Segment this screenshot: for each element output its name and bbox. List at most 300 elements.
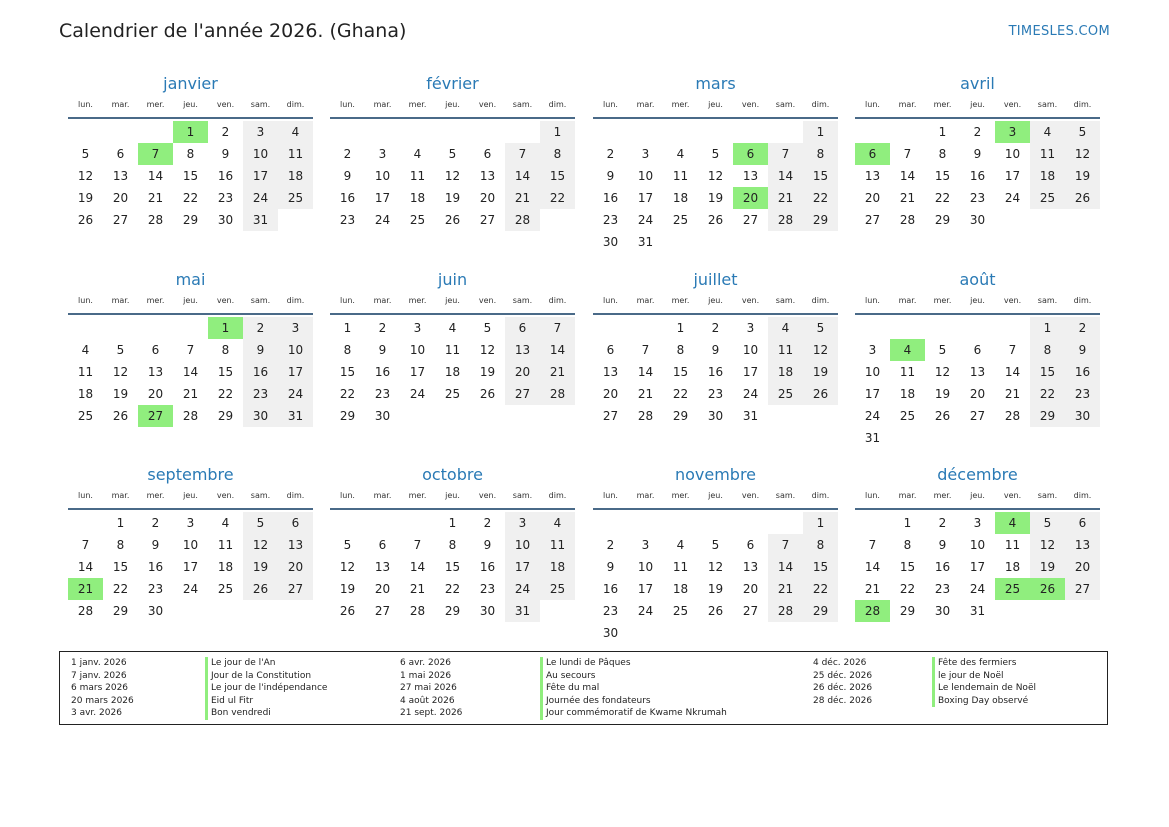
day-cell: 20 (864, 191, 881, 205)
weekday-header (855, 294, 1100, 308)
day-cell: 17 (742, 365, 759, 379)
week-row (68, 121, 313, 143)
day-cell: 14 (409, 560, 426, 574)
day-cell: 12 (934, 365, 951, 379)
day-cell: 1 (803, 512, 838, 534)
day-cell: 20 (969, 387, 986, 401)
day-cell: 15 (112, 560, 129, 574)
day-cell: 20 (505, 361, 540, 383)
day-cell: 18 (444, 365, 461, 379)
holiday-name: Le lundi de Pâques (540, 657, 631, 670)
day-cell: 6 (1065, 512, 1100, 534)
week-row (593, 578, 838, 600)
day-cell: 22 (540, 187, 575, 209)
day-cell: 28 (637, 409, 654, 423)
day-cell: 4 (413, 147, 422, 161)
legend-entry (60, 682, 1100, 695)
day-cell: 4 (278, 121, 313, 143)
day-cell: 9 (378, 343, 387, 357)
week-row (330, 339, 575, 361)
week-row (855, 534, 1100, 556)
day-cell: 27 (742, 213, 759, 227)
day-cell: 14 (637, 365, 654, 379)
weekday-label: sam. (1037, 296, 1058, 305)
day-cell: 4 (676, 538, 685, 552)
day-cell: 22 (112, 582, 129, 596)
day-cell: 12 (479, 343, 496, 357)
day-cell: 27 (505, 383, 540, 405)
day-cell: 21 (768, 578, 803, 600)
month-3 (593, 73, 838, 253)
empty-cell (663, 231, 698, 253)
day-cell: 28 (409, 604, 426, 618)
week-row (855, 383, 1100, 405)
day-cell: 1 (1030, 317, 1065, 339)
day-cell: 10 (409, 343, 426, 357)
day-cell: 21 (1004, 387, 1021, 401)
month-name: octobre (422, 465, 483, 484)
weekday-label: mar. (373, 296, 392, 305)
weekday-label: ven. (741, 296, 760, 305)
day-cell: 22 (899, 582, 916, 596)
month-1 (68, 73, 313, 231)
day-cell: 5 (711, 538, 720, 552)
weekday-label: dim. (811, 296, 830, 305)
weekday-label: lun. (340, 100, 355, 109)
day-cell: 12 (112, 365, 129, 379)
day-cell: 14 (768, 165, 803, 187)
day-cell: 1 (116, 516, 125, 530)
week-row (330, 143, 575, 165)
month-rule (330, 508, 575, 510)
empty-cell (330, 121, 365, 143)
day-cell: 24 (637, 604, 654, 618)
empty-cell (890, 427, 925, 449)
day-cell: 16 (217, 169, 234, 183)
month-rule (855, 508, 1100, 510)
week-row (330, 405, 575, 427)
week-row (593, 405, 838, 427)
empty-cell (593, 121, 628, 143)
day-cell: 29 (182, 213, 199, 227)
month-rule (855, 313, 1100, 315)
week-row (68, 405, 313, 427)
day-cell: 4 (890, 339, 925, 361)
day-cell: 17 (243, 165, 278, 187)
day-cell: 4 (676, 147, 685, 161)
day-cell: 13 (278, 534, 313, 556)
week-row (593, 231, 838, 253)
empty-cell (698, 622, 733, 644)
empty-cell (995, 209, 1030, 231)
day-cell: 11 (217, 538, 234, 552)
weekday-label: ven. (216, 100, 235, 109)
empty-cell (1065, 600, 1100, 622)
month-days (855, 512, 1100, 622)
brand-link[interactable]: TIMESLES.COM (1008, 24, 1110, 39)
day-cell: 6 (483, 147, 492, 161)
empty-cell (540, 405, 575, 427)
empty-cell (960, 317, 995, 339)
weekday-label: ven. (478, 491, 497, 500)
empty-cell (1030, 209, 1065, 231)
day-cell: 14 (77, 560, 94, 574)
week-row (330, 209, 575, 231)
day-cell: 31 (243, 209, 278, 231)
day-cell: 20 (147, 387, 164, 401)
day-cell: 3 (186, 516, 195, 530)
week-row (855, 405, 1100, 427)
day-cell: 8 (938, 147, 947, 161)
empty-cell (855, 121, 890, 143)
day-cell: 24 (742, 387, 759, 401)
day-cell: 12 (707, 169, 724, 183)
day-cell: 14 (1004, 365, 1021, 379)
day-cell: 16 (479, 560, 496, 574)
day-cell: 23 (969, 191, 986, 205)
week-row (855, 165, 1100, 187)
empty-cell (505, 405, 540, 427)
day-cell: 1 (343, 321, 352, 335)
day-cell: 28 (540, 383, 575, 405)
empty-cell (663, 622, 698, 644)
week-row (855, 187, 1100, 209)
month-10 (330, 464, 575, 622)
empty-cell (400, 512, 435, 534)
day-cell: 15 (444, 560, 461, 574)
day-cell: 19 (707, 191, 724, 205)
holiday-date: 7 janv. 2026 (71, 670, 127, 681)
weekday-label: ven. (1003, 491, 1022, 500)
day-cell: 9 (606, 560, 615, 574)
day-cell: 9 (973, 147, 982, 161)
month-8 (855, 269, 1100, 449)
day-cell: 27 (969, 409, 986, 423)
day-cell: 5 (938, 343, 947, 357)
day-cell: 8 (186, 147, 195, 161)
month-rule (330, 313, 575, 315)
week-row (855, 339, 1100, 361)
weekday-label: dim. (1073, 296, 1092, 305)
day-cell: 2 (243, 317, 278, 339)
empty-cell (628, 121, 663, 143)
day-cell: 23 (243, 383, 278, 405)
weekday-label: lun. (78, 100, 93, 109)
day-cell: 13 (742, 560, 759, 574)
day-cell: 8 (221, 343, 230, 357)
day-cell: 5 (803, 317, 838, 339)
empty-cell (278, 209, 313, 231)
day-cell: 30 (243, 405, 278, 427)
day-cell: 1 (803, 121, 838, 143)
day-cell: 18 (77, 387, 94, 401)
week-row (855, 578, 1100, 600)
week-row (593, 209, 838, 231)
day-cell: 17 (864, 387, 881, 401)
week-row (68, 578, 313, 600)
week-row (593, 534, 838, 556)
day-cell: 29 (672, 409, 689, 423)
weekday-label: sam. (1037, 100, 1058, 109)
holiday-name: Le lendemain de Noël (932, 682, 1036, 695)
day-cell: 6 (505, 317, 540, 339)
day-cell: 8 (676, 343, 685, 357)
day-cell: 11 (278, 143, 313, 165)
day-cell: 13 (112, 169, 129, 183)
day-cell: 17 (505, 556, 540, 578)
empty-cell (540, 600, 575, 622)
weekday-label: mer. (408, 491, 427, 500)
empty-cell (593, 317, 628, 339)
day-cell: 7 (903, 147, 912, 161)
day-cell: 23 (479, 582, 496, 596)
day-cell: 9 (243, 339, 278, 361)
day-cell: 31 (278, 405, 313, 427)
month-12 (855, 464, 1100, 622)
day-cell: 18 (409, 191, 426, 205)
day-cell: 2 (973, 125, 982, 139)
day-cell: 25 (995, 578, 1030, 600)
month-days (330, 512, 575, 622)
weekday-label: mar. (898, 296, 917, 305)
day-cell: 25 (77, 409, 94, 423)
day-cell: 18 (1004, 560, 1021, 574)
day-cell: 6 (278, 512, 313, 534)
day-cell: 14 (899, 169, 916, 183)
day-cell: 17 (637, 191, 654, 205)
week-row (68, 317, 313, 339)
weekday-label: mar. (373, 100, 392, 109)
day-cell: 10 (374, 169, 391, 183)
day-cell: 27 (374, 604, 391, 618)
weekday-header (855, 489, 1100, 503)
empty-cell (68, 317, 103, 339)
day-cell: 3 (378, 147, 387, 161)
holiday-name: Jour commémoratif de Kwame Nkrumah (540, 707, 727, 720)
empty-cell (1030, 600, 1065, 622)
day-cell: 2 (343, 147, 352, 161)
week-row (68, 383, 313, 405)
week-row (330, 512, 575, 534)
weekday-label: ven. (216, 491, 235, 500)
day-cell: 7 (186, 343, 195, 357)
day-cell: 24 (969, 582, 986, 596)
day-cell: 26 (1030, 578, 1065, 600)
day-cell: 8 (540, 143, 575, 165)
weekday-label: dim. (811, 491, 830, 500)
weekday-label: dim. (548, 491, 567, 500)
month-days (593, 512, 838, 644)
day-cell: 28 (768, 209, 803, 231)
day-cell: 22 (803, 578, 838, 600)
day-cell: 15 (934, 169, 951, 183)
day-cell: 28 (77, 604, 94, 618)
day-cell: 2 (1065, 317, 1100, 339)
week-row (68, 187, 313, 209)
empty-cell (103, 121, 138, 143)
day-cell: 20 (742, 582, 759, 596)
weekday-label: mer. (146, 296, 165, 305)
week-row (593, 317, 838, 339)
week-row (593, 187, 838, 209)
week-row (593, 383, 838, 405)
weekday-label: mar. (898, 491, 917, 500)
day-cell: 21 (540, 361, 575, 383)
day-cell: 19 (243, 556, 278, 578)
empty-cell (68, 512, 103, 534)
day-cell: 18 (217, 560, 234, 574)
empty-cell (768, 231, 803, 253)
day-cell: 5 (243, 512, 278, 534)
week-row (593, 600, 838, 622)
day-cell: 15 (540, 165, 575, 187)
week-row (593, 165, 838, 187)
week-row (68, 165, 313, 187)
holiday-date: 6 mars 2026 (71, 683, 129, 694)
weekday-label: lun. (340, 491, 355, 500)
week-row (593, 143, 838, 165)
empty-cell (505, 121, 540, 143)
weekday-label: dim. (286, 491, 305, 500)
day-cell: 22 (672, 387, 689, 401)
day-cell: 15 (672, 365, 689, 379)
weekday-label: jeu. (445, 491, 460, 500)
week-row (855, 361, 1100, 383)
empty-cell (995, 600, 1030, 622)
month-rule (68, 117, 313, 119)
day-cell: 14 (768, 556, 803, 578)
day-cell: 21 (637, 387, 654, 401)
week-row (855, 427, 1100, 449)
day-cell: 30 (602, 235, 619, 249)
day-cell: 3 (505, 512, 540, 534)
holiday-date: 1 mai 2026 (400, 670, 452, 681)
day-cell: 2 (483, 516, 492, 530)
day-cell: 30 (969, 213, 986, 227)
day-cell: 15 (1030, 361, 1065, 383)
day-cell: 12 (1030, 534, 1065, 556)
empty-cell (855, 512, 890, 534)
day-cell: 21 (68, 578, 103, 600)
day-cell: 5 (1065, 121, 1100, 143)
weekday-header (330, 294, 575, 308)
month-name: juin (437, 270, 468, 289)
empty-cell (733, 121, 768, 143)
day-cell: 31 (969, 604, 986, 618)
day-cell: 23 (1065, 383, 1100, 405)
month-name: août (959, 270, 996, 289)
empty-cell (278, 600, 313, 622)
day-cell: 25 (899, 409, 916, 423)
day-cell: 14 (182, 365, 199, 379)
day-cell: 30 (374, 409, 391, 423)
weekday-label: jeu. (183, 296, 198, 305)
month-rule (593, 117, 838, 119)
day-cell: 10 (1004, 147, 1021, 161)
day-cell: 16 (1065, 361, 1100, 383)
weekday-label: dim. (1073, 100, 1092, 109)
day-cell: 5 (81, 147, 90, 161)
day-cell: 21 (182, 387, 199, 401)
day-cell: 17 (969, 560, 986, 574)
month-days (330, 121, 575, 231)
week-row (855, 600, 1100, 622)
weekday-header (593, 294, 838, 308)
day-cell: 21 (505, 187, 540, 209)
day-cell: 19 (339, 582, 356, 596)
day-cell: 27 (112, 213, 129, 227)
day-cell: 17 (278, 361, 313, 383)
day-cell: 1 (676, 321, 685, 335)
day-cell: 29 (803, 600, 838, 622)
empty-cell (803, 405, 838, 427)
empty-cell (138, 317, 173, 339)
day-cell: 12 (243, 534, 278, 556)
weekday-label: lun. (78, 491, 93, 500)
day-cell: 16 (969, 169, 986, 183)
day-cell: 18 (672, 582, 689, 596)
holiday-legend (59, 651, 1108, 725)
day-cell: 12 (77, 169, 94, 183)
day-cell: 22 (803, 187, 838, 209)
day-cell: 20 (112, 191, 129, 205)
day-cell: 20 (733, 187, 768, 209)
day-cell: 5 (448, 147, 457, 161)
day-cell: 18 (768, 361, 803, 383)
weekday-label: lun. (603, 296, 618, 305)
empty-cell (995, 317, 1030, 339)
month-days (68, 512, 313, 622)
day-cell: 20 (479, 191, 496, 205)
day-cell: 9 (711, 343, 720, 357)
weekday-label: mar. (373, 491, 392, 500)
day-cell: 5 (711, 147, 720, 161)
weekday-label: mar. (636, 296, 655, 305)
day-cell: 19 (1065, 165, 1100, 187)
weekday-label: ven. (478, 100, 497, 109)
day-cell: 9 (343, 169, 352, 183)
weekday-label: mer. (671, 296, 690, 305)
day-cell: 13 (602, 365, 619, 379)
day-cell: 19 (112, 387, 129, 401)
weekday-header (330, 98, 575, 112)
weekday-label: jeu. (708, 491, 723, 500)
weekday-label: ven. (1003, 296, 1022, 305)
month-name: mars (695, 74, 736, 93)
day-cell: 20 (374, 582, 391, 596)
day-cell: 29 (934, 213, 951, 227)
day-cell: 14 (147, 169, 164, 183)
day-cell: 31 (864, 431, 881, 445)
day-cell: 3 (995, 121, 1030, 143)
day-cell: 8 (1030, 339, 1065, 361)
day-cell: 15 (803, 165, 838, 187)
weekday-label: sam. (512, 296, 533, 305)
empty-cell (365, 512, 400, 534)
weekday-label: dim. (286, 100, 305, 109)
weekday-label: jeu. (970, 296, 985, 305)
weekday-label: mer. (146, 100, 165, 109)
weekday-label: dim. (548, 100, 567, 109)
month-rule (593, 313, 838, 315)
day-cell: 28 (1004, 409, 1021, 423)
holiday-date: 3 avr. 2026 (71, 708, 122, 719)
weekday-label: mer. (933, 296, 952, 305)
legend-entry (60, 695, 1100, 708)
weekday-label: mar. (111, 296, 130, 305)
day-cell: 4 (768, 317, 803, 339)
day-cell: 8 (803, 143, 838, 165)
